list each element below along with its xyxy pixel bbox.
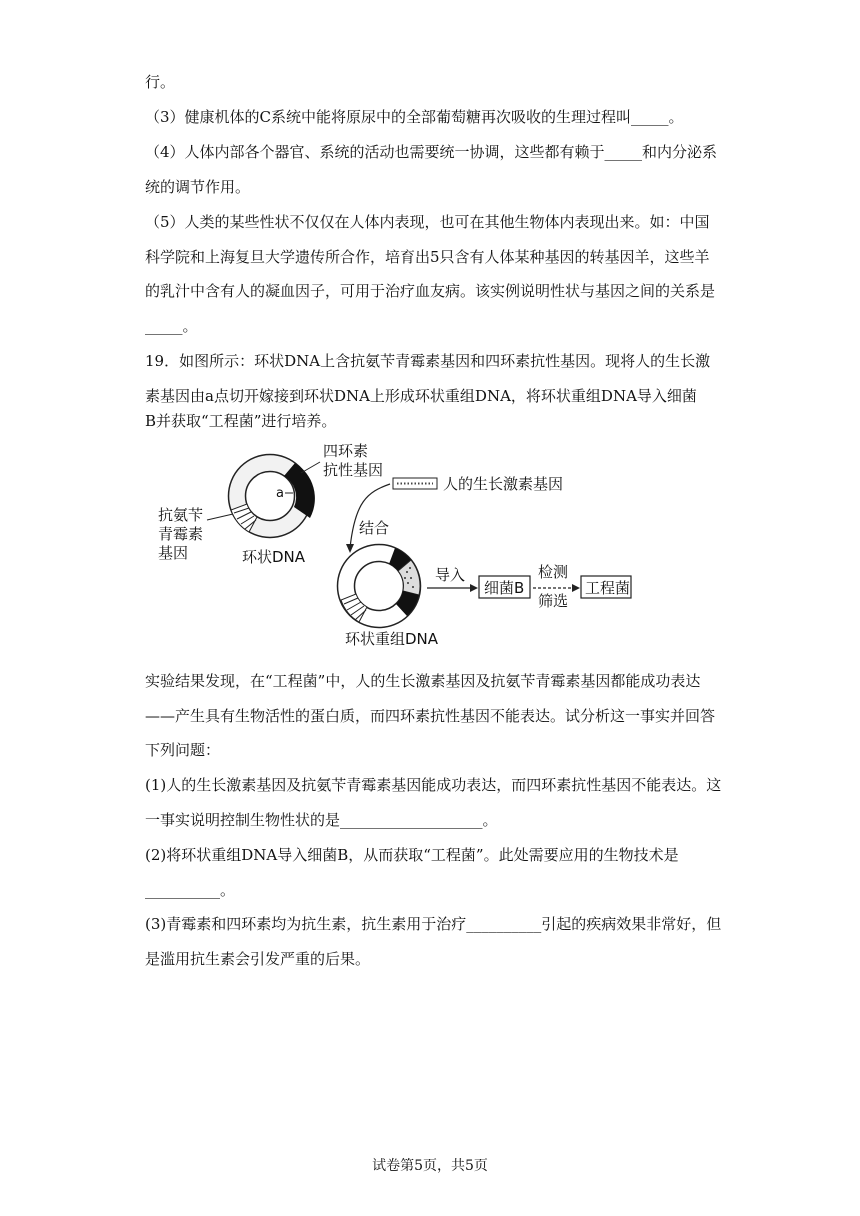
tetracycline-label-2: 抗性基因 <box>323 461 384 479</box>
detect-label: 检测 <box>538 563 569 581</box>
subquestion-2: (2)将环状重组DNA导入细菌B，从而获取“工程菌”。此处需要应用的生物技术是 <box>145 846 679 864</box>
question-5: （5）人类的某些性状不仅仅在人体内表现，也可在其他生物体内表现出来。如：中国 <box>145 213 710 231</box>
text-line: _____。 <box>145 317 198 335</box>
circular-dna-label: 环状DNA <box>242 548 306 566</box>
combine-label: 结合 <box>359 519 390 537</box>
screen-label: 筛选 <box>538 592 569 610</box>
question-19: 19．如图所示：环状DNA上含抗氨苄青霉素基因和四环素抗性基因。现将人的生长激 <box>145 352 711 370</box>
text-line: 统的调节作用。 <box>145 178 251 196</box>
circular-dna-ring <box>229 455 315 538</box>
text-line: 一事实说明控制生物性状的是___________________。 <box>145 811 498 829</box>
page-footer: 试卷第5页，共5页 <box>372 1158 488 1174</box>
ampicillin-label-2: 青霉素 <box>158 525 204 543</box>
subquestion-3: (3)青霉素和四环素均为抗生素，抗生素用于治疗__________引起的疾病效果非常好，但 <box>145 915 722 933</box>
text-line: __________。 <box>145 881 236 899</box>
recombinant-dna-diagram <box>145 440 645 650</box>
point-a-label: a <box>276 486 284 501</box>
tetracycline-label-1: 四环素 <box>323 442 369 460</box>
question-3: （3）健康机体的C系统中能将原尿中的全部葡萄糖再次吸收的生理过程叫_____。 <box>145 108 684 126</box>
bacteria-b-label: 细菌B <box>484 579 525 597</box>
text-line: 下列问题： <box>145 741 221 759</box>
text-line: 的乳汁中含有人的凝血因子，可用于治疗血友病。该实例说明性状与基因之间的关系是 <box>145 282 716 300</box>
text-line: 科学院和上海复旦大学遗传所合作，培育出5只含有人体某种基因的转基因羊，这些羊 <box>145 248 710 266</box>
text-line: B并获取“工程菌”进行培养。 <box>145 412 337 430</box>
text-line: 是滥用抗生素会引发严重的后果。 <box>145 950 371 968</box>
text-line: 素基因由a点切开嫁接到环状DNA上形成环状重组DNA，将环状重组DNA导入细菌 <box>145 387 697 405</box>
text-line: ——产生具有生物活性的蛋白质，而四环素抗性基因不能表达。试分析这一事实并回答 <box>145 707 716 725</box>
subquestion-1: (1)人的生长激素基因及抗氨苄青霉素基因能成功表达，而四环素抗性基因不能表达。这 <box>145 776 722 794</box>
recombinant-dna-label: 环状重组DNA <box>345 630 439 648</box>
hgh-gene-label: 人的生长激素基因 <box>443 475 564 493</box>
question-4: （4）人体内部各个器官、系统的活动也需要统一协调，这些都有赖于_____和内分泌系 <box>145 143 718 161</box>
import-label: 导入 <box>435 566 466 584</box>
recombinant-dna-ring <box>338 545 421 628</box>
text-line: 行。 <box>145 73 176 91</box>
engineered-bacteria-label: 工程菌 <box>585 579 631 597</box>
text-line: 实验结果发现，在“工程菌”中，人的生长激素基因及抗氨苄青霉素基因都能成功表达 <box>145 672 701 690</box>
ampicillin-label-1: 抗氨苄 <box>158 506 204 524</box>
ampicillin-label-3: 基因 <box>158 544 189 562</box>
